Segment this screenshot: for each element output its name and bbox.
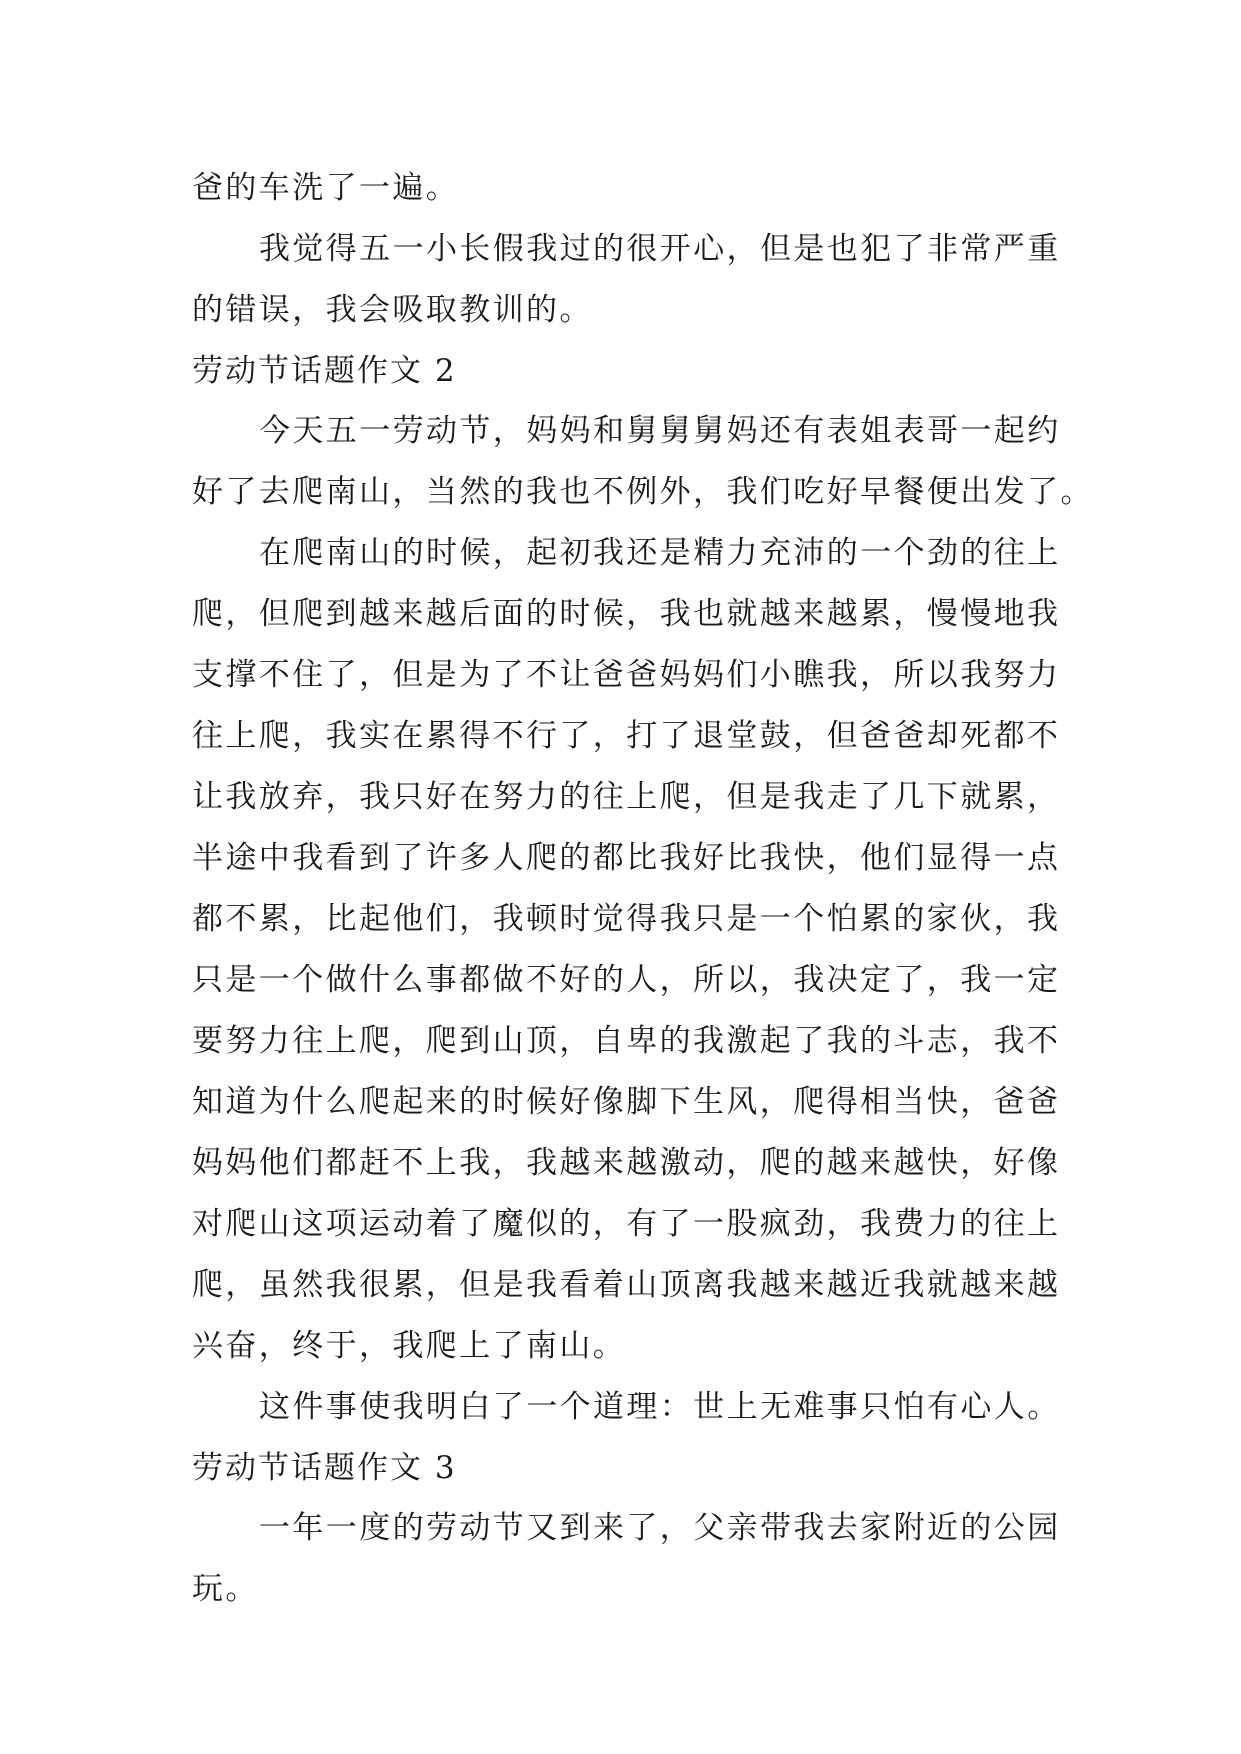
text-line: 只是一个做什么事都做不好的人，所以，我决定了，我一定	[192, 962, 1061, 998]
text-line: 爬，虽然我很累，但是我看着山顶离我越来越近我就越来越	[192, 1267, 1061, 1303]
text-line: 兴奋，终于，我爬上了南山。	[192, 1328, 627, 1364]
text-line: 爬，但爬到越来越后面的时候，我也就越来越累，慢慢地我	[192, 596, 1061, 632]
text-line: 这件事使我明白了一个道理：世上无难事只怕有心人。	[259, 1389, 1061, 1425]
text-line: 今天五一劳动节，妈妈和舅舅舅妈还有表姐表哥一起约	[259, 413, 1061, 449]
text-line: 我觉得五一小长假我过的很开心，但是也犯了非常严重	[259, 231, 1061, 267]
text-line: 半途中我看到了许多人爬的都比我好比我快，他们显得一点	[192, 840, 1061, 876]
text-line: 都不累，比起他们，我顿时觉得我只是一个怕累的家伙，我	[192, 901, 1061, 937]
text-line: 好了去爬南山，当然的我也不例外，我们吃好早餐便出发了。	[192, 474, 1094, 510]
text-line: 一年一度的劳动节又到来了，父亲带我去家附近的公园	[259, 1510, 1061, 1546]
text-line: 的错误，我会吸取教训的。	[192, 292, 593, 328]
document-page	[192, 158, 1094, 1620]
text-line: 妈妈他们都赶不上我，我越来越激动，爬的越来越快，好像	[192, 1145, 1061, 1181]
text-line: 爸的车洗了一遍。	[192, 170, 460, 206]
text-line: 让我放弃，我只好在努力的往上爬，但是我走了几下就累，	[192, 779, 1061, 815]
text-line: 玩。	[192, 1571, 259, 1607]
text-line: 支撑不住了，但是为了不让爸爸妈妈们小瞧我，所以我努力	[192, 657, 1061, 693]
text-line: 知道为什么爬起来的时候好像脚下生风，爬得相当快，爸爸	[192, 1084, 1061, 1120]
text-line: 往上爬，我实在累得不行了，打了退堂鼓，但爸爸却死都不	[192, 718, 1061, 754]
text-line: 要努力往上爬，爬到山顶，自卑的我激起了我的斗志，我不	[192, 1023, 1061, 1059]
section-heading: 劳动节话题作文 2	[192, 353, 457, 389]
text-line: 在爬南山的时候，起初我还是精力充沛的一个劲的往上	[259, 535, 1061, 571]
text-line: 对爬山这项运动着了魔似的，有了一股疯劲，我费力的往上	[192, 1206, 1061, 1242]
section-heading: 劳动节话题作文 3	[192, 1450, 457, 1486]
